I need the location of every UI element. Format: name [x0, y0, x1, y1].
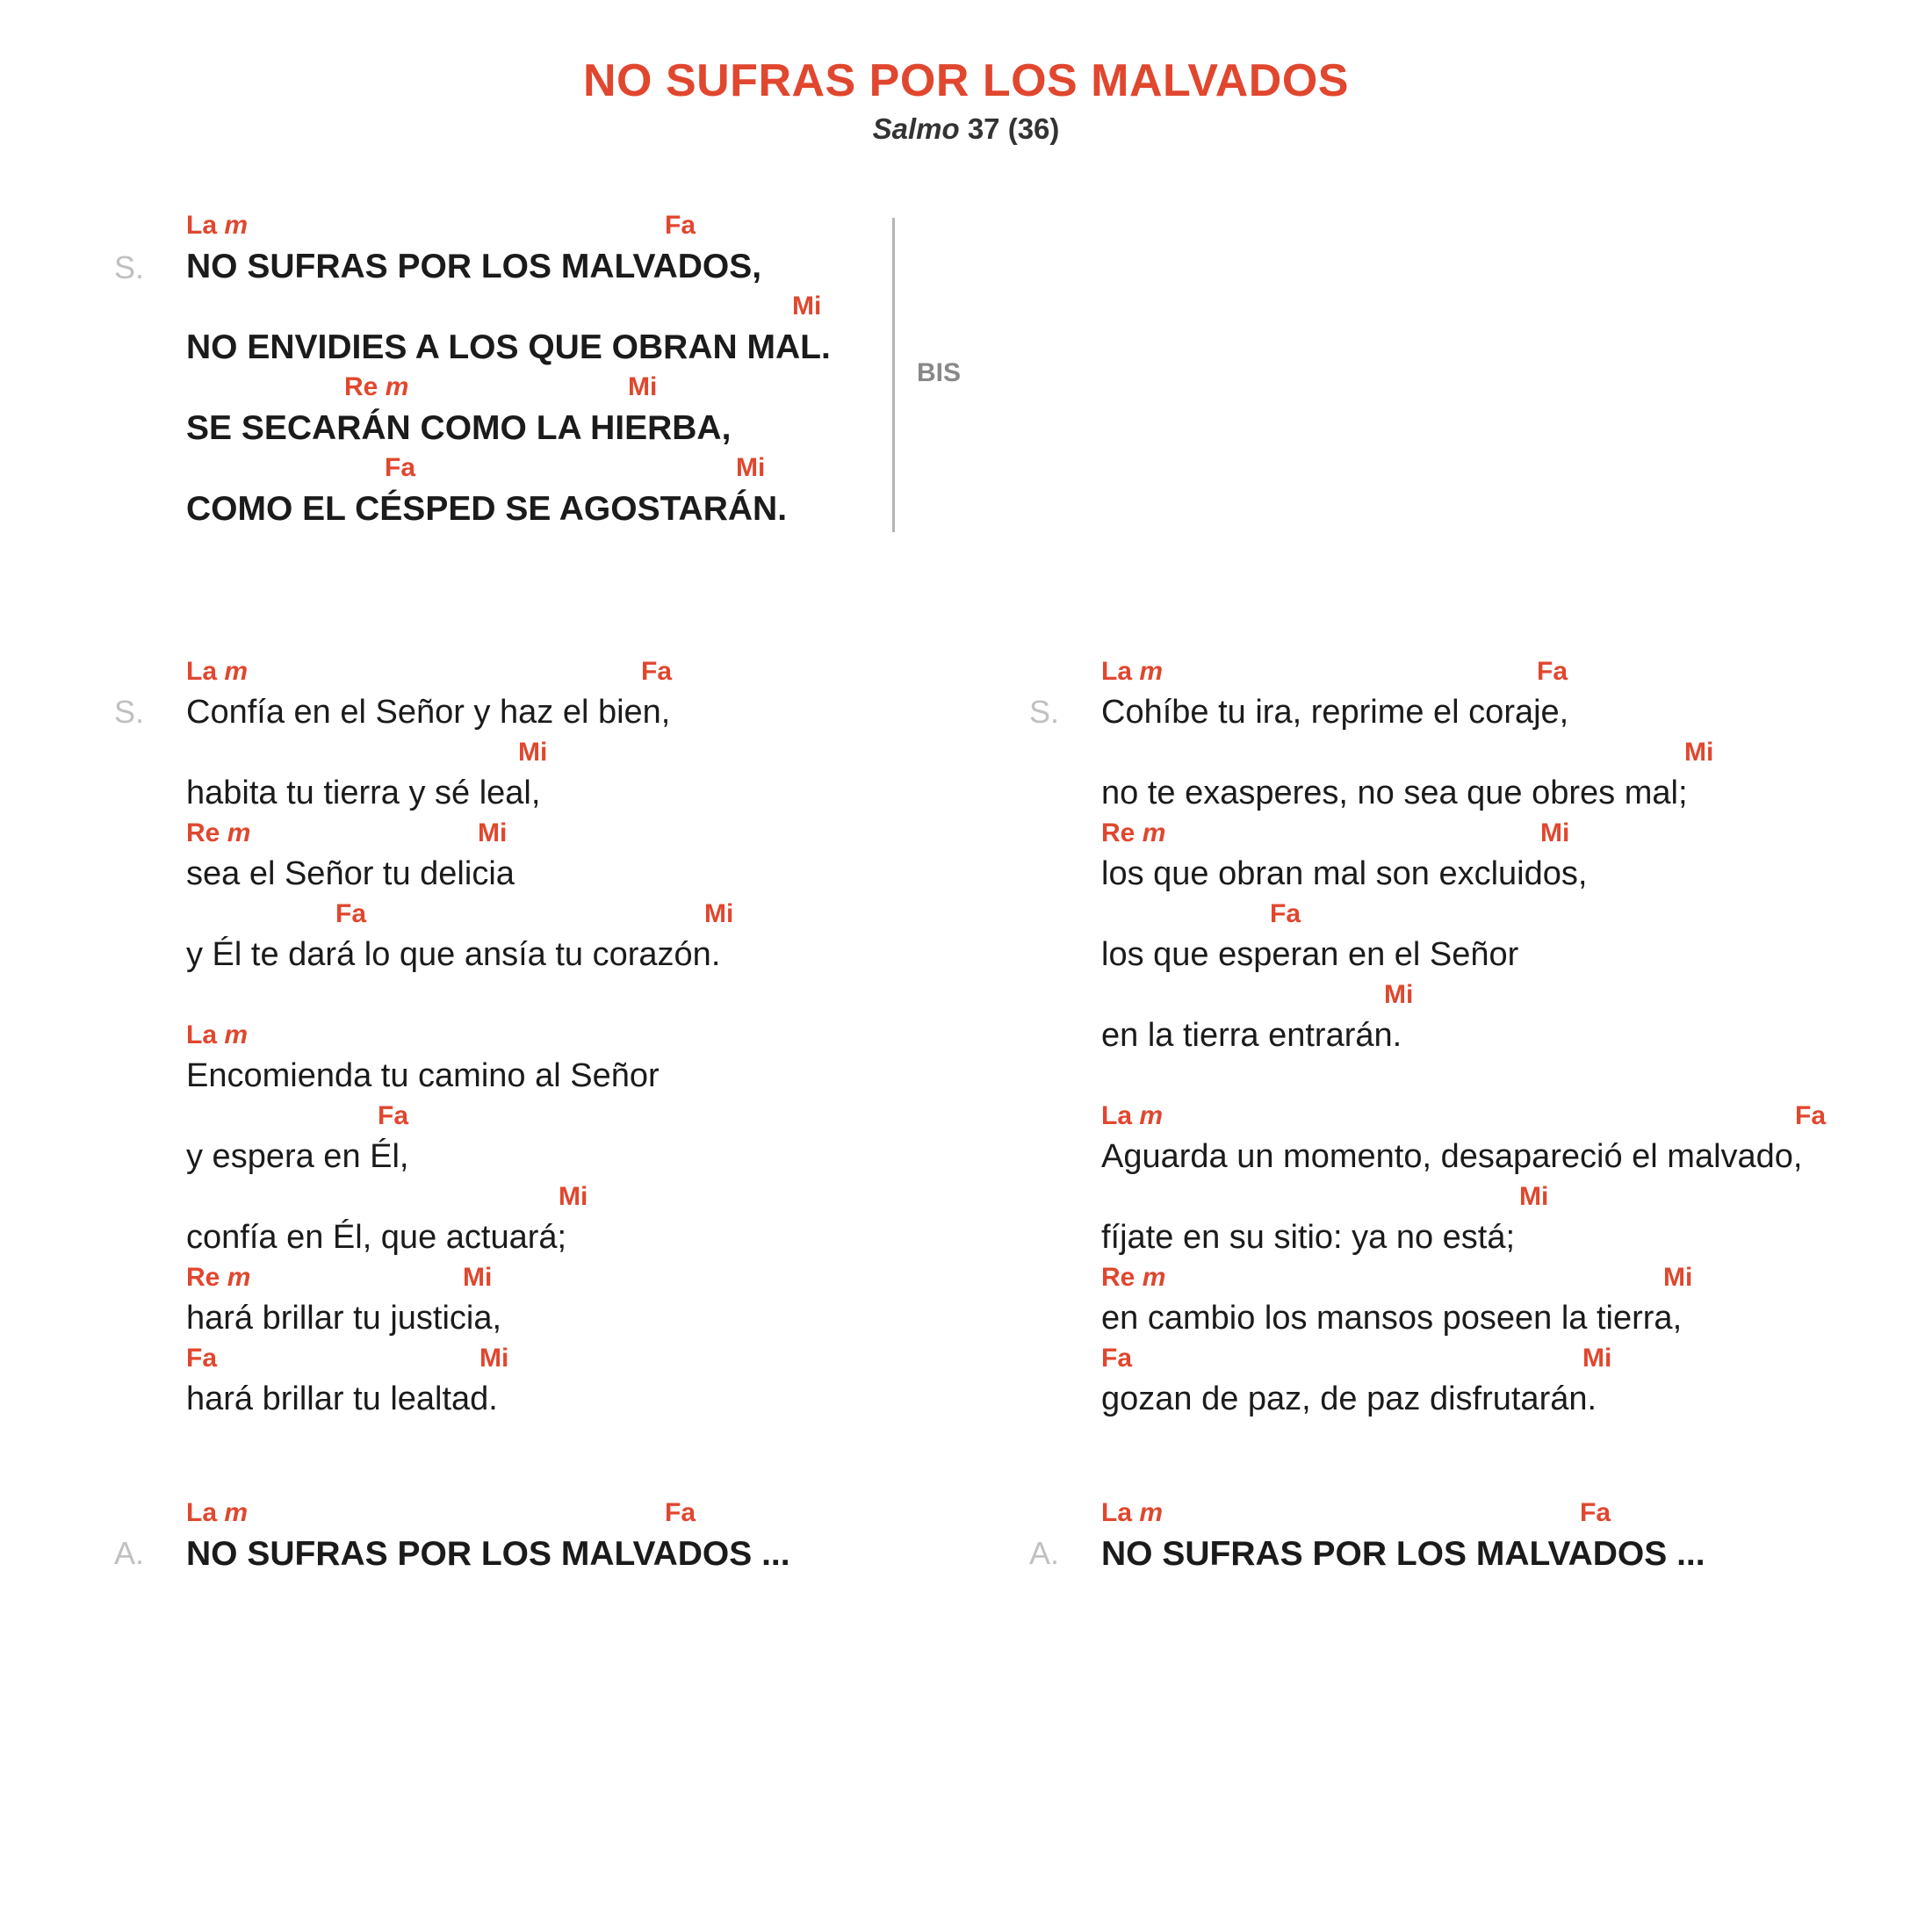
- chord-label: [378, 1101, 408, 1131]
- bis-label: BIS: [917, 358, 962, 387]
- lyric-text: Cohíbe tu ira, reprime el coraje,: [1101, 694, 1569, 731]
- chord-label: [385, 453, 415, 483]
- lyric-text: COMO EL CÉSPED SE AGOSTARÁN.: [186, 490, 788, 528]
- lyric-text: NO SUFRAS POR LOS MALVADOS ...: [1101, 1535, 1705, 1573]
- chord-label: [1101, 818, 1165, 848]
- chord-label: [736, 453, 765, 483]
- chord-minor-suffix: m: [1139, 657, 1164, 686]
- chord-root: La: [186, 211, 225, 240]
- chord-root: Fa: [335, 899, 367, 928]
- chord-label: [344, 372, 408, 402]
- chord-root: Mi: [518, 738, 548, 767]
- lyric-text: gozan de paz, de paz disfrutarán.: [1101, 1381, 1597, 1417]
- chord-label: [1101, 657, 1163, 687]
- chord-root: Fa: [378, 1101, 409, 1130]
- lyric-text: los que obran mal son excluidos,: [1101, 855, 1588, 892]
- chord-label: [186, 1344, 217, 1373]
- chord-root: Fa: [1795, 1101, 1827, 1130]
- lyric-text: NO SUFRAS POR LOS MALVADOS,: [186, 248, 762, 285]
- lyric-text: NO SUFRAS POR LOS MALVADOS ...: [186, 1535, 790, 1573]
- chord-root: Mi: [628, 372, 658, 401]
- chord-label: [186, 1498, 248, 1528]
- chord-minor-suffix: m: [227, 1263, 251, 1292]
- chord-minor-suffix: m: [1142, 818, 1166, 847]
- chord-label: [1684, 738, 1713, 768]
- chord-label: [335, 899, 366, 929]
- section-marker-chorus: S.: [114, 249, 145, 285]
- chord-minor-suffix: m: [224, 211, 249, 240]
- section-marker-refrain-right: A.: [1029, 1535, 1060, 1571]
- chord-minor-suffix: m: [224, 1020, 249, 1049]
- chord-root: La: [1101, 657, 1140, 686]
- lyric-text: en cambio los mansos poseen la tierra,: [1101, 1300, 1683, 1337]
- chord-label: [1663, 1263, 1692, 1293]
- chord-label: [1101, 1263, 1165, 1293]
- chord-root: La: [1101, 1498, 1140, 1527]
- chord-root: Mi: [1519, 1182, 1549, 1211]
- chord-root: Fa: [665, 211, 696, 240]
- chord-label: [186, 818, 250, 848]
- chord-label: [478, 818, 507, 848]
- lyric-text: habita tu tierra y sé leal,: [186, 775, 541, 811]
- chord-minor-suffix: m: [1139, 1498, 1164, 1527]
- chord-label: [792, 292, 821, 321]
- lyric-text: Encomienda tu camino al Señor: [186, 1057, 660, 1094]
- chord-label: [186, 657, 248, 687]
- chord-root: Mi: [559, 1182, 588, 1211]
- chord-root: Re: [1101, 1263, 1143, 1292]
- lyric-text: y Él te dará lo que ansía tu corazón.: [186, 936, 721, 973]
- chord-label: [628, 372, 657, 402]
- chord-minor-suffix: m: [1139, 1101, 1164, 1130]
- chord-root: Fa: [1580, 1498, 1611, 1527]
- chord-minor-suffix: m: [227, 818, 251, 847]
- chord-label: [1101, 1498, 1163, 1528]
- lyric-text: NO ENVIDIES A LOS QUE OBRAN MAL.: [186, 328, 831, 366]
- chord-minor-suffix: m: [224, 657, 249, 686]
- chord-label: [1101, 1101, 1163, 1131]
- chord-label: [1537, 657, 1568, 687]
- chord-root: Mi: [792, 292, 822, 321]
- chord-root: La: [186, 657, 225, 686]
- chord-label: [1582, 1344, 1611, 1373]
- chord-label: [704, 899, 733, 929]
- chord-root: La: [186, 1498, 225, 1527]
- chord-label: [665, 211, 696, 241]
- lyric-text: hará brillar tu justicia,: [186, 1300, 502, 1337]
- chord-label: [1540, 818, 1569, 848]
- chord-root: Fa: [1101, 1344, 1133, 1373]
- chord-root: Fa: [641, 657, 673, 686]
- lyric-text: los que esperan en el Señor: [1101, 936, 1519, 973]
- subtitle-psalm-word: Salmo: [872, 112, 960, 145]
- chord-root: Mi: [479, 1344, 509, 1373]
- chord-label: [1270, 899, 1301, 929]
- chord-root: Fa: [1270, 899, 1301, 928]
- chord-root: Fa: [1537, 657, 1568, 686]
- section-marker-refrain-left: A.: [114, 1535, 145, 1571]
- chord-root: Re: [186, 818, 227, 847]
- chord-label: [559, 1182, 588, 1212]
- lyric-text: SE SECARÁN COMO LA HIERBA,: [186, 409, 732, 447]
- chord-root: Mi: [704, 899, 734, 928]
- lyric-text: hará brillar tu lealtad.: [186, 1381, 498, 1417]
- section-marker-verse-right: S.: [1029, 694, 1060, 730]
- lyric-text: y espera en Él,: [186, 1138, 409, 1175]
- chord-label: [641, 657, 672, 687]
- chord-label: [1519, 1182, 1548, 1212]
- lyric-text: Confía en el Señor y haz el bien,: [186, 694, 671, 731]
- chord-root: Fa: [385, 453, 416, 482]
- chord-root: Mi: [1540, 818, 1570, 847]
- lyric-text: Aguarda un momento, desapareció el malvado,: [1101, 1138, 1803, 1175]
- section-marker-verse-left: S.: [114, 694, 145, 730]
- lyric-text: no te exasperes, no sea que obres mal;: [1101, 775, 1688, 811]
- chord-label: [186, 1020, 248, 1050]
- chord-root: Re: [1101, 818, 1143, 847]
- chord-root: Mi: [736, 453, 766, 482]
- chord-root: Mi: [1663, 1263, 1693, 1292]
- chord-root: Fa: [665, 1498, 696, 1527]
- chord-label: [1101, 1344, 1132, 1373]
- chord-label: [186, 211, 248, 241]
- bis-bracket: [892, 218, 895, 532]
- chord-root: Re: [344, 372, 386, 401]
- lyric-text: en la tierra entrarán.: [1101, 1017, 1402, 1054]
- chord-root: La: [1101, 1101, 1140, 1130]
- chord-root: Mi: [478, 818, 508, 847]
- chord-label: [1580, 1498, 1611, 1528]
- chord-label: [186, 1263, 250, 1293]
- chord-label: [479, 1344, 508, 1373]
- chord-root: Mi: [1384, 980, 1414, 1009]
- subtitle-psalm-number: 37 (36): [967, 112, 1060, 145]
- chord-minor-suffix: m: [385, 372, 409, 401]
- chord-root: Mi: [1582, 1344, 1612, 1373]
- chord-label: [518, 738, 547, 768]
- lyric-text: fíjate en su sitio: ya no está;: [1101, 1219, 1516, 1256]
- lyric-text: sea el Señor tu delicia: [186, 855, 515, 892]
- chord-root: Re: [186, 1263, 227, 1292]
- chord-root: Mi: [1684, 738, 1714, 767]
- chord-root: Mi: [463, 1263, 493, 1292]
- chord-label: [463, 1263, 492, 1293]
- chord-root: Fa: [186, 1344, 218, 1373]
- chord-label: [1384, 980, 1413, 1010]
- chord-label: [665, 1498, 696, 1528]
- song-title: NO SUFRAS POR LOS MALVADOS: [583, 55, 1349, 106]
- chord-root: La: [186, 1020, 225, 1049]
- lyric-text: confía en Él, que actuará;: [186, 1219, 567, 1256]
- chord-label: [1795, 1101, 1826, 1131]
- chord-minor-suffix: m: [224, 1498, 249, 1527]
- song-subtitle: [0, 112, 1932, 146]
- chord-minor-suffix: m: [1142, 1263, 1166, 1292]
